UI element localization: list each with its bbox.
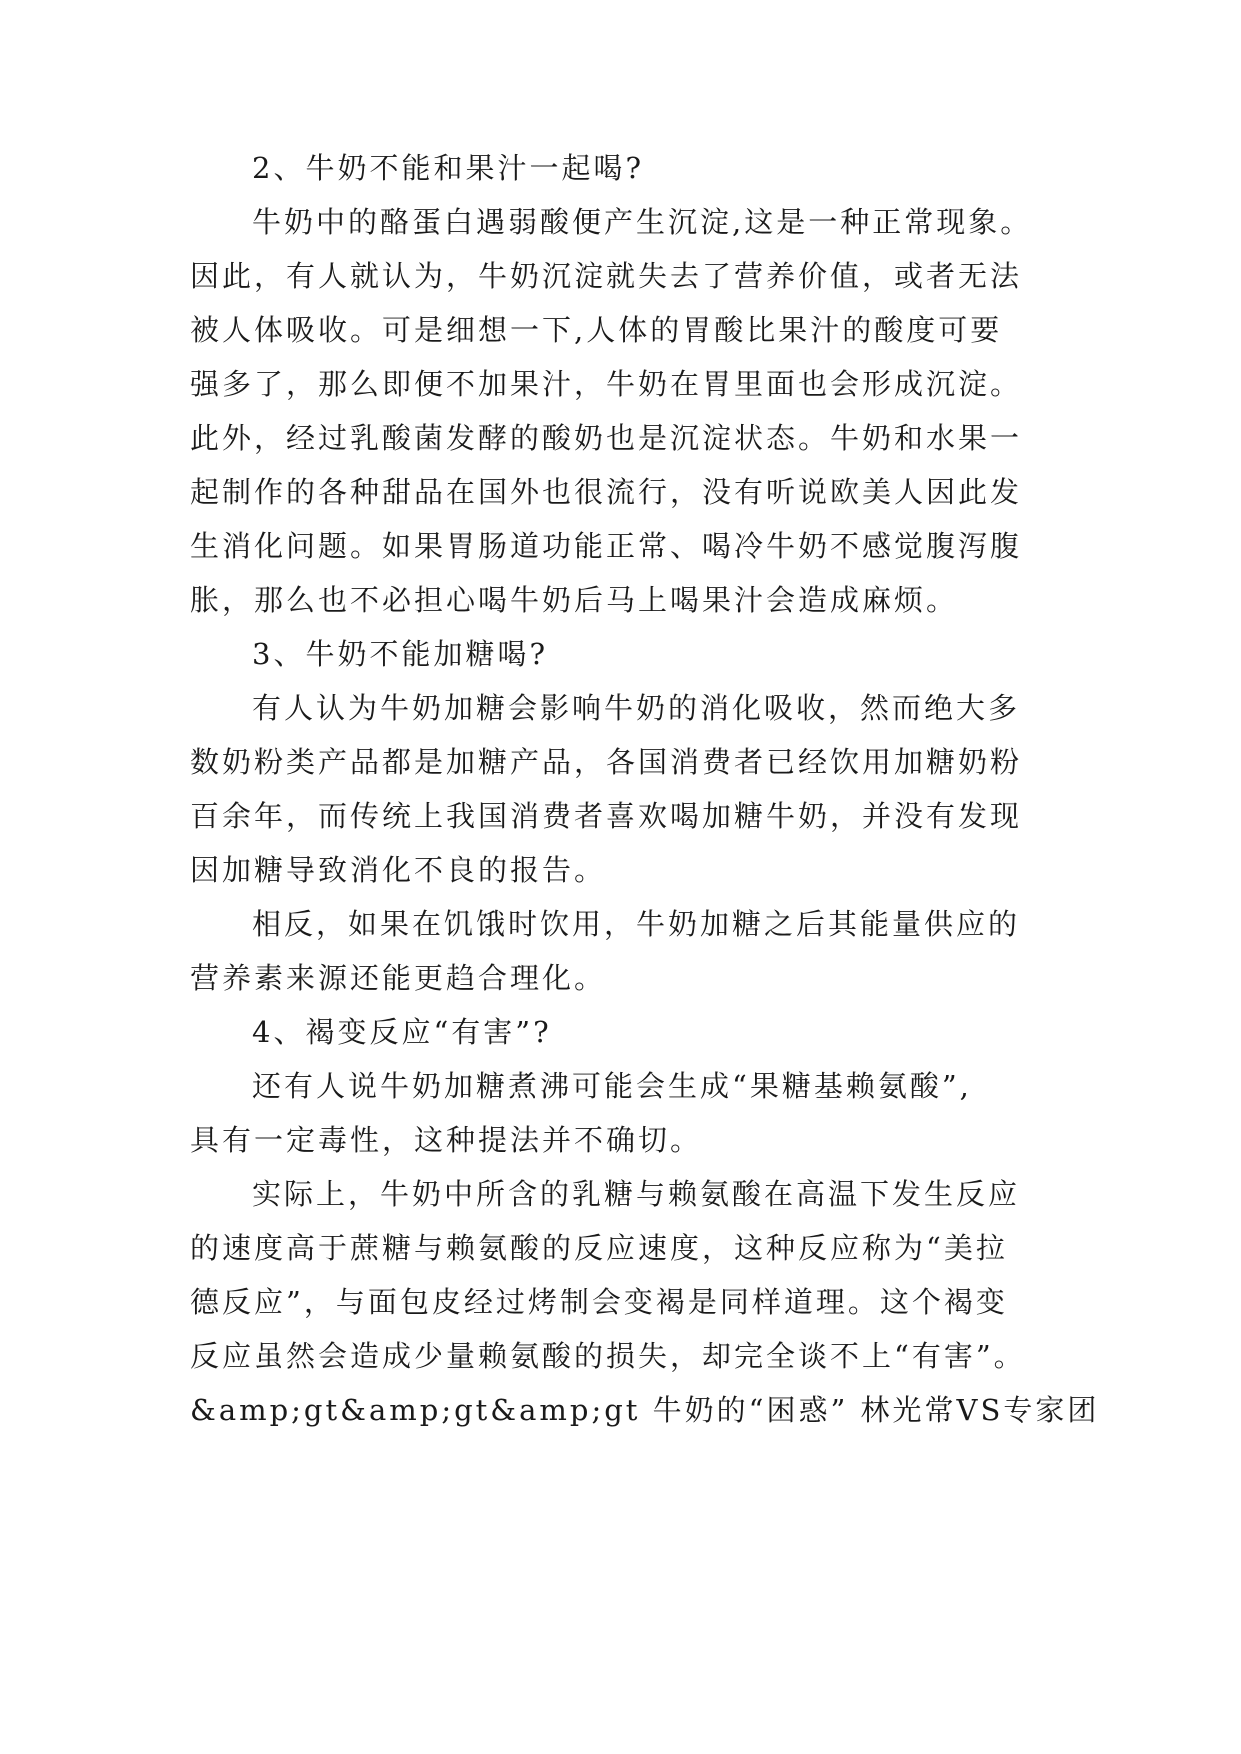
paragraph-line: 因此，有人就认为，牛奶沉淀就失去了营养价值，或者无法 [190,259,1023,293]
paragraph-line: 有人认为牛奶加糖会影响牛奶的消化吸收，然而绝大多 [252,691,1021,725]
paragraph-line: 此外，经过乳酸菌发酵的酸奶也是沉淀状态。牛奶和水果一 [190,421,1023,455]
paragraph-line: 还有人说牛奶加糖煮沸可能会生成“果糖基赖氨酸”, [252,1069,972,1103]
paragraph-line: 德反应”，与面包皮经过烤制会变褐是同样道理。这个褐变 [190,1285,1008,1319]
paragraph-line: &amp;gt&amp;gt&amp;gt 牛奶的“困惑” 林光常VS专家团 [190,1393,1100,1427]
paragraph-line: 胀，那么也不必担心喝牛奶后马上喝果汁会造成麻烦。 [190,583,959,617]
paragraph-line: 实际上，牛奶中所含的乳糖与赖氨酸在高温下发生反应 [252,1177,1021,1211]
paragraph-line: 数奶粉类产品都是加糖产品，各国消费者已经饮用加糖奶粉 [190,745,1023,779]
paragraph-line: 反应虽然会造成少量赖氨酸的损失，却完全谈不上“有害”。 [190,1339,1026,1373]
heading-milk-juice: 2、牛奶不能和果汁一起喝? [252,151,644,185]
paragraph-line: 生消化问题。如果胃肠道功能正常、喝冷牛奶不感觉腹泻腹 [190,529,1023,563]
paragraph-line: 因加糖导致消化不良的报告。 [190,853,607,887]
heading-milk-sugar: 3、牛奶不能加糖喝? [252,637,548,671]
paragraph-line: 具有一定毒性，这种提法并不确切。 [190,1123,703,1157]
paragraph-line: 营养素来源还能更趋合理化。 [190,961,607,995]
paragraph-line: 百余年，而传统上我国消费者喜欢喝加糖牛奶，并没有发现 [190,799,1023,833]
paragraph-line: 被人体吸收。可是细想一下,人体的胃酸比果汁的酸度可要 [190,313,1003,347]
paragraph-line: 起制作的各种甜品在国外也很流行，没有听说欧美人因此发 [190,475,1023,509]
paragraph-line: 强多了，那么即便不加果汁，牛奶在胃里面也会形成沉淀。 [190,367,1023,401]
paragraph-line: 的速度高于蔗糖与赖氨酸的反应速度，这种反应称为“美拉 [190,1231,1008,1265]
heading-browning-reaction: 4、褐变反应“有害”? [252,1015,552,1049]
paragraph-line: 牛奶中的酪蛋白遇弱酸便产生沉淀,这是一种正常现象。 [252,205,1033,239]
paragraph-line: 相反，如果在饥饿时饮用，牛奶加糖之后其能量供应的 [252,907,1021,941]
